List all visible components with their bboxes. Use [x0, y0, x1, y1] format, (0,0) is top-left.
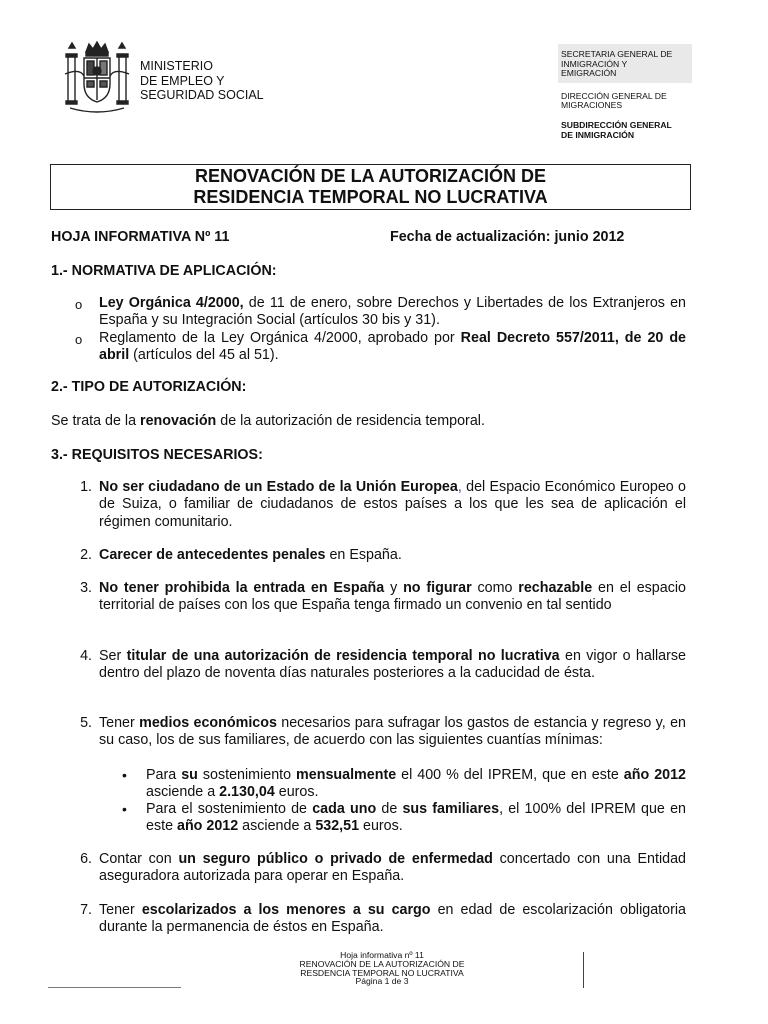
text: en edad de escolarización obligatoria durante la permanencia de éstos en España. [99, 902, 686, 936]
emphasis: año 2012 [177, 818, 239, 835]
update-date: Fecha de actualización: junio 2012 [390, 229, 625, 245]
law-description: (artículos del 45 al 51). [129, 347, 279, 364]
footer-line: RESDENCIA TEMPORAL NO LUCRATIVA [300, 967, 464, 978]
requirement-item [99, 580, 686, 615]
emphasis: renovación [140, 413, 217, 429]
text: en España. [325, 547, 402, 563]
text: , el 100% del IPREM que en este [146, 801, 686, 835]
amount-item [146, 767, 686, 802]
emphasis: sus familiares [402, 801, 500, 817]
text: necesarios para sufragar los gastos de estancia y regreso y, en su caso, los de sus familiares, de acuerdo con las siguientes cuantías mínimas: [99, 715, 686, 749]
requirement-item [99, 648, 686, 683]
law-name: Ley Orgánica 4/2000, [99, 295, 244, 311]
emphasis: año 2012 [623, 767, 686, 783]
bullet-icon: o [75, 297, 83, 312]
sheet-number: HOJA INFORMATIVA Nº 11 [51, 229, 230, 245]
emphasis: No ser ciudadano de un Estado de la Unión Europea [99, 479, 458, 495]
text: , [457, 479, 462, 495]
authorization-type [51, 413, 485, 430]
emphasis: titular de una autorización de residencia temporal no lucrativa [126, 648, 560, 664]
ministry-name [140, 59, 264, 103]
text: Tener [99, 715, 140, 731]
requirement-item [99, 902, 686, 937]
bullet-icon: • [122, 801, 127, 817]
requirement-item [99, 547, 686, 564]
text: Tener [99, 902, 142, 918]
emphasis: rechazable [518, 580, 593, 596]
text: euros. [274, 784, 319, 801]
section-heading: 2.- TIPO DE AUTORIZACIÓN: [51, 379, 247, 395]
amount: 532,51 [315, 818, 360, 835]
bullet-icon: o [75, 332, 83, 347]
subdireccion-general [558, 121, 692, 140]
footer-line: RENOVACIÓN DE LA AUTORIZACIÓN DE [299, 958, 465, 969]
requirement-number: 2. [80, 547, 92, 563]
text: concertado con una Entidad aseguradora autorizada para operar en España. [99, 851, 686, 885]
text: y [384, 580, 404, 596]
text: sostenimiento [197, 767, 297, 783]
text: el 400 % del IPREM, que en este [396, 767, 624, 783]
requirement-number: 7. [80, 902, 92, 918]
requirement-number: 6. [80, 851, 92, 867]
org-line: MIGRACIONES [561, 100, 623, 111]
title-line: RESIDENCIA TEMPORAL NO LUCRATIVA [193, 187, 548, 207]
footer-line: Hoja informativa nº 11 [340, 950, 424, 960]
emphasis: medios económicos [139, 715, 277, 731]
text: de la autorización de residencia temporal. [216, 413, 485, 429]
law-description: Reglamento de la Ley Orgánica 4/2000, aprobado por [99, 330, 461, 346]
text: Ser [99, 648, 127, 664]
law-item [99, 330, 686, 365]
requirement-number: 5. [80, 715, 92, 731]
text: del Espacio Económico Europeo o de Suiza, o familiar de ciudadanos de estos países a los que les sea de aplicación el régimen comunitario. [99, 479, 686, 530]
emphasis: un seguro público o privado de enfermedad [178, 851, 493, 867]
ministry-line: MINISTERIO [140, 59, 213, 73]
emphasis: Carecer de antecedentes penales [99, 547, 326, 563]
page-number: Página 1 de 3 [355, 976, 409, 987]
emphasis: su [181, 767, 198, 783]
org-line: SUBDIRECCIÓN GENERAL [561, 119, 672, 130]
law-description: de 11 de enero, sobre Derechos y Libertades de los Extranjeros en España y su Integración Social (artículos 30 bis y 31). [99, 295, 686, 329]
emphasis: cada uno [312, 801, 377, 817]
emphasis: mensualmente [296, 767, 397, 783]
text: en el espacio territorial de países con los que España tenga firmado un convenio en tal sentido [99, 580, 686, 614]
requirement-number: 4. [80, 648, 92, 664]
text: euros. [359, 818, 403, 835]
page-footer [270, 951, 494, 986]
organization-block [558, 44, 692, 140]
org-line: EMIGRACIÓN [561, 68, 617, 79]
requirement-number: 1. [80, 479, 92, 495]
org-line: DE INMIGRACIÓN [561, 129, 635, 140]
document-title [50, 164, 691, 210]
text: Para [146, 767, 182, 783]
ministry-line: DE EMPLEO Y [140, 73, 225, 88]
text: en vigor o hallarse dentro del plazo de noventa días naturales posteriores a la caducidad de ésta. [99, 648, 686, 682]
section-heading: 1.- NORMATIVA DE APLICACIÓN: [51, 263, 277, 279]
title-line: RENOVACIÓN DE LA AUTORIZACIÓN DE [194, 166, 546, 186]
text: Para el sostenimiento de [146, 801, 313, 817]
org-line: SECRETARIA GENERAL DE [561, 49, 673, 59]
direccion-general [558, 92, 692, 111]
requirement-item [99, 851, 686, 886]
text: Contar con [99, 851, 179, 867]
law-item [99, 295, 686, 330]
text: como [471, 580, 519, 596]
amount-item [146, 801, 686, 836]
secretaria-general [558, 44, 692, 83]
text: asciende a [146, 784, 220, 801]
text: asciende a [238, 818, 316, 835]
requirement-number: 3. [80, 580, 92, 596]
law-name: Real Decreto 557/2011, de 20 de abril [99, 330, 686, 364]
ministry-line: SEGURIDAD SOCIAL [140, 88, 264, 102]
org-line: INMIGRACIÓN Y [561, 58, 628, 69]
section-heading: 3.- REQUISITOS NECESARIOS: [51, 447, 263, 463]
text: Se trata de la [51, 413, 141, 429]
text: de [376, 801, 403, 817]
emphasis: escolarizados a los menores a su cargo [141, 902, 431, 918]
requirement-item [99, 715, 686, 750]
emphasis: no figurar [403, 580, 472, 596]
requirement-item [99, 479, 686, 531]
bullet-icon: • [122, 767, 127, 783]
emphasis: No tener prohibida la entrada en España [99, 580, 385, 596]
amount: 2.130,04 [219, 784, 275, 801]
footer-divider [583, 952, 584, 988]
coat-of-arms-icon [62, 38, 132, 114]
footnote-rule [48, 987, 181, 988]
org-line: DIRECCIÓN GENERAL DE [561, 90, 667, 101]
